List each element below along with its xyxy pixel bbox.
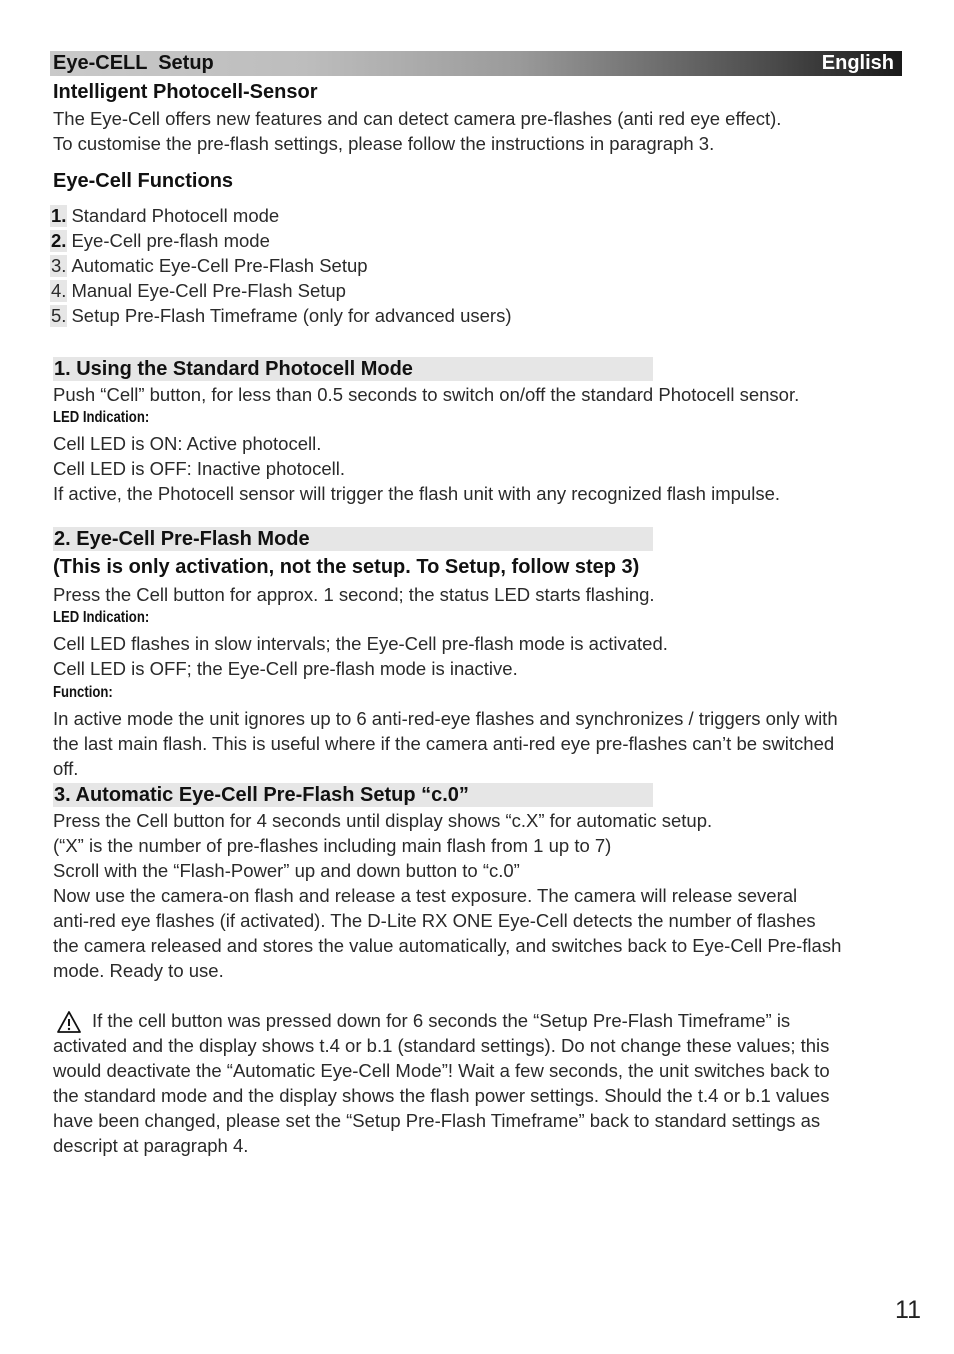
- section2-function-line: off.: [53, 758, 79, 779]
- list-item-number: 1.: [51, 205, 67, 226]
- section2-led-line: Cell LED is OFF; the Eye-Cell pre-flash mode is inactive.: [53, 658, 518, 679]
- section1-led-line: If active, the Photocell sensor will trigger the flash unit with any recognized flash impulse.: [53, 483, 781, 504]
- section3-line: mode. Ready to use.: [53, 960, 224, 981]
- warning-line: the standard mode and the display shows the flash power settings. Should the t.4 or b.1 values: [53, 1085, 830, 1106]
- list-item-text: Eye-Cell pre-flash mode: [71, 230, 270, 251]
- section3-line: the camera released and stores the value automatically, and switches back to Eye-Cell Pre-flash: [53, 935, 842, 956]
- section1-title-bar: [53, 357, 653, 381]
- warning-line: activated and the display shows t.4 or b.1 (standard settings). Do not change these values; this: [53, 1035, 830, 1056]
- section2-led-line: Cell LED flashes in slow intervals; the Eye-Cell pre-flash mode is activated.: [53, 633, 668, 654]
- warning-line: If the cell button was pressed down for 6 seconds the “Setup Pre-Flash Timeframe” is: [92, 1010, 791, 1031]
- list-item-text: Setup Pre-Flash Timeframe (only for advanced users): [71, 305, 512, 326]
- list-item-number: 2.: [51, 230, 67, 251]
- header-bar: [50, 51, 902, 76]
- warning-line: descript at paragraph 4.: [53, 1135, 249, 1156]
- list-item: [50, 205, 512, 230]
- functions-heading: Eye-Cell Functions: [53, 170, 234, 192]
- section3-line: Scroll with the “Flash-Power” up and down button to “c.0”: [53, 860, 520, 881]
- function-label: Function:: [53, 684, 113, 701]
- led-indication-label: LED Indication:: [53, 609, 150, 626]
- warning-line: have been changed, please set the “Setup Pre-Flash Timeframe” back to standard settings as: [53, 1110, 821, 1131]
- section1-text: Push “Cell” button, for less than 0.5 seconds to switch on/off the standard Photocell sensor.: [53, 384, 800, 405]
- list-item-text: Standard Photocell mode: [71, 205, 280, 226]
- page-number: 11: [895, 1296, 921, 1324]
- section1-led-line: Cell LED is ON: Active photocell.: [53, 433, 322, 454]
- section2-function-line: the last main flash. This is useful where if the camera anti-red eye pre-flashes can’t be switched: [53, 733, 835, 754]
- section2-function-line: In active mode the unit ignores up to 6 anti-red-eye flashes and synchronizes / triggers only with: [53, 708, 838, 729]
- list-item-text: Automatic Eye-Cell Pre-Flash Setup: [71, 255, 368, 276]
- list-item: [50, 305, 512, 330]
- header-title: Eye-CELL Setup: [53, 52, 214, 74]
- section2-subtitle: (This is only activation, not the setup. To Setup, follow step 3): [53, 556, 640, 578]
- list-item: [50, 255, 512, 280]
- section1-led-line: Cell LED is OFF: Inactive photocell.: [53, 458, 345, 479]
- section3-line: (“X” is the number of pre-flashes including main flash from 1 up to 7): [53, 835, 612, 856]
- section3-line: Now use the camera-on flash and release a test exposure. The camera will release several: [53, 885, 798, 906]
- language-label: English: [821, 52, 894, 74]
- list-item-text: Manual Eye-Cell Pre-Flash Setup: [71, 280, 346, 301]
- list-item-number: 4.: [51, 280, 67, 301]
- warning-line: would deactivate the “Automatic Eye-Cell Mode”! Wait a few seconds, the unit switches back to: [53, 1060, 830, 1081]
- intro-line: To customise the pre-flash settings, please follow the instructions in paragraph 3.: [53, 133, 715, 154]
- section3-title-bar: [53, 783, 653, 807]
- list-item: [50, 230, 512, 255]
- list-item: [50, 280, 512, 305]
- section3-line: anti-red eye flashes (if activated). The D-Lite RX ONE Eye-Cell detects the number of flashes: [53, 910, 816, 931]
- intro-line: The Eye-Cell offers new features and can detect camera pre-flashes (anti red eye effect).: [53, 108, 782, 129]
- led-indication-label: LED Indication:: [53, 409, 150, 426]
- section3-title: 3. Automatic Eye-Cell Pre-Flash Setup “c.0”: [54, 784, 469, 806]
- intro-heading: Intelligent Photocell-Sensor: [53, 81, 318, 103]
- section1-title: 1. Using the Standard Photocell Mode: [54, 358, 413, 380]
- warning-triangle-icon: [56, 1010, 82, 1034]
- section3-line: Press the Cell button for 4 seconds until display shows “c.X” for automatic setup.: [53, 810, 713, 831]
- section2-text: Press the Cell button for approx. 1 second; the status LED starts flashing.: [53, 584, 655, 605]
- functions-list: [50, 205, 512, 330]
- section2-title: 2. Eye-Cell Pre-Flash Mode: [54, 528, 310, 550]
- list-item-number: 5.: [51, 305, 67, 326]
- list-item-number: 3.: [51, 255, 67, 276]
- section2-title-bar: [53, 527, 653, 551]
